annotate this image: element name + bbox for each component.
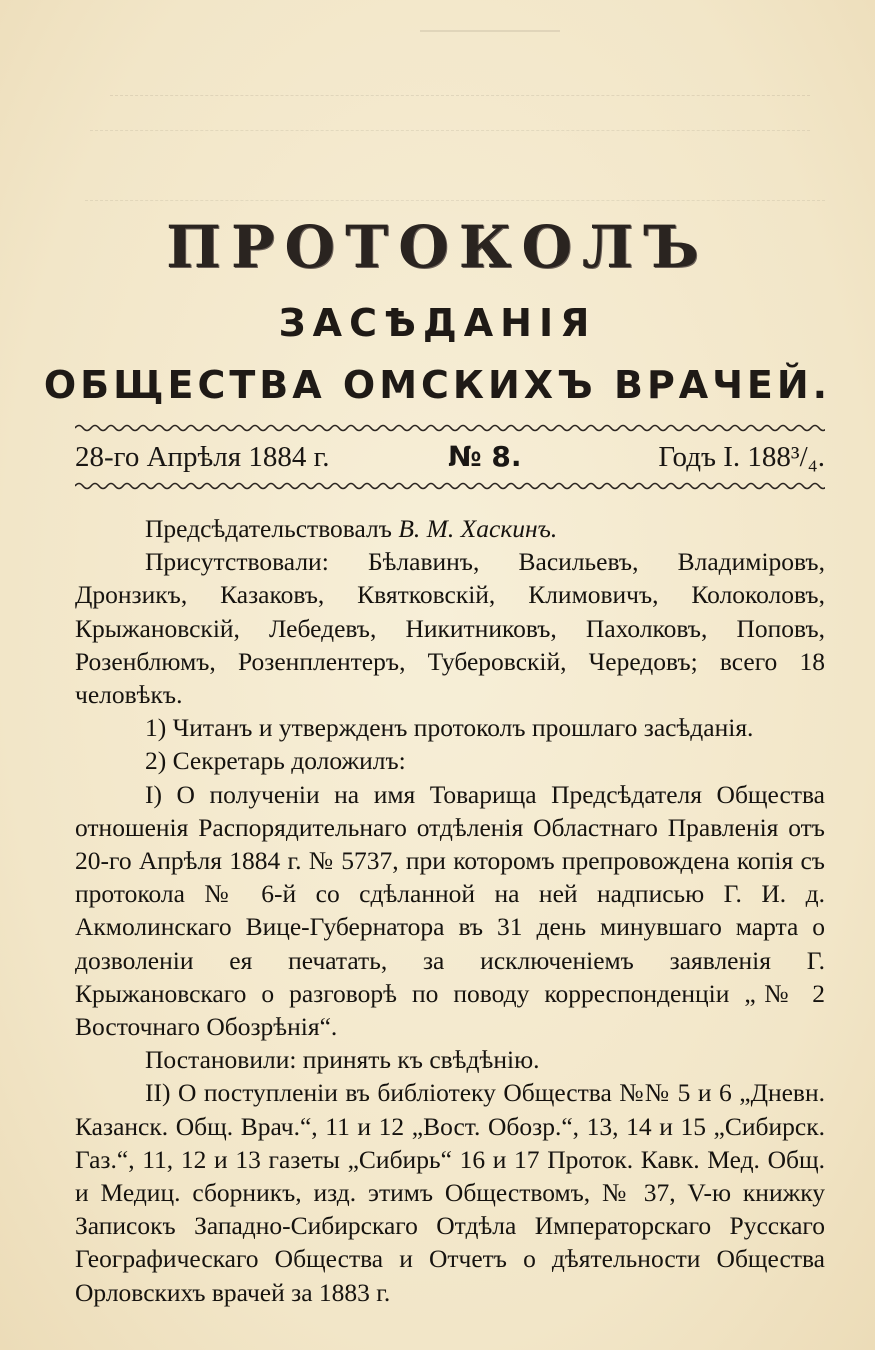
organization-name: ОБЩЕСТВА ОМСКИХЪ ВРАЧЕЙ. bbox=[43, 363, 832, 407]
chair-prefix: Предсѣдательствовалъ bbox=[145, 514, 392, 543]
chair-name: В. М. Хаскинъ. bbox=[398, 514, 558, 543]
bottom-wavy-rule bbox=[75, 480, 825, 492]
bleed-through-decoration bbox=[420, 30, 560, 46]
top-wavy-rule bbox=[75, 422, 825, 434]
meeting-date: 28-го Апрѣля 1884 г. bbox=[75, 441, 330, 473]
bleed-through-decoration bbox=[110, 95, 810, 98]
attendees-paragraph: Присутствовали: Бѣлавинъ, Васильевъ, Владиміровъ, Дронзикъ, Казаковъ, Квятковскій, Климовичъ, Колоколовъ, Крыжановскій, Лебедевъ, Никитниковъ, Пахолковъ, Поповъ, Розенблюмъ, Розенплентеръ, Туберовскій, Чередовъ; всего 18 человѣкъ. bbox=[75, 547, 825, 710]
bleed-through-decoration bbox=[85, 200, 825, 203]
issue-header bbox=[75, 438, 825, 476]
document-subtitle: ЗАСѢДАНІЯ bbox=[278, 301, 597, 345]
item-2-1-paragraph: I) О полученіи на имя Товарища Предсѣдателя Общества отношенія Распорядительнаго отдѣленія Областнаго Правленія отъ 20-го Апрѣля 1884 г. № 5737, при которомъ препровождена копія съ протокола № 6-й со сдѣланной на ней надписью Г. И. д. Акмолинскаго Вице-Губернатора въ 31 день минувшаго марта о дозволеніи ея печатать, за исключеніемъ заявленія Г. Крыжановскаго о разговорѣ по поводу корреспонденціи „№ 2 Восточнаго Обозрѣнія“. bbox=[75, 779, 825, 1042]
protocol-body bbox=[75, 512, 825, 1309]
resolution-paragraph: Постановили: принять къ свѣдѣнію. bbox=[145, 1045, 540, 1075]
item-2-paragraph: 2) Секретарь доложилъ: bbox=[145, 746, 406, 776]
item-1-paragraph: 1) Читанъ и утвержденъ протоколъ прошлаго засѣданія. bbox=[145, 713, 754, 743]
bleed-through-decoration bbox=[90, 130, 810, 133]
document-title: ПРОТОКОЛЪ bbox=[166, 213, 709, 281]
year-label: Годъ I. 188³/₄. bbox=[658, 441, 825, 473]
issue-number: № 8. bbox=[448, 440, 522, 473]
chair-paragraph bbox=[75, 512, 825, 545]
item-2-2-paragraph: II) О поступленіи въ библіотеку Общества №№ 5 и 6 „Дневн. Казанск. Общ. Врач.“, 11 и 12 „Вост. Обозр.“, 13, 14 и 15 „Сибирск. Газ.“, 11, 12 и 13 газеты „Сибирь“ 16 и 17 Проток. Кавк. Мед. Общ. и Медиц. сборникъ, изд. этимъ Обществомъ, № 37, V-ю книжку Записокъ Западно-Сибирскаго Отдѣла Императорскаго Русскаго Географическаго Общества и Отчетъ о дѣятельности Общества Орловскихъ врачей за 1883 г. bbox=[75, 1078, 825, 1307]
